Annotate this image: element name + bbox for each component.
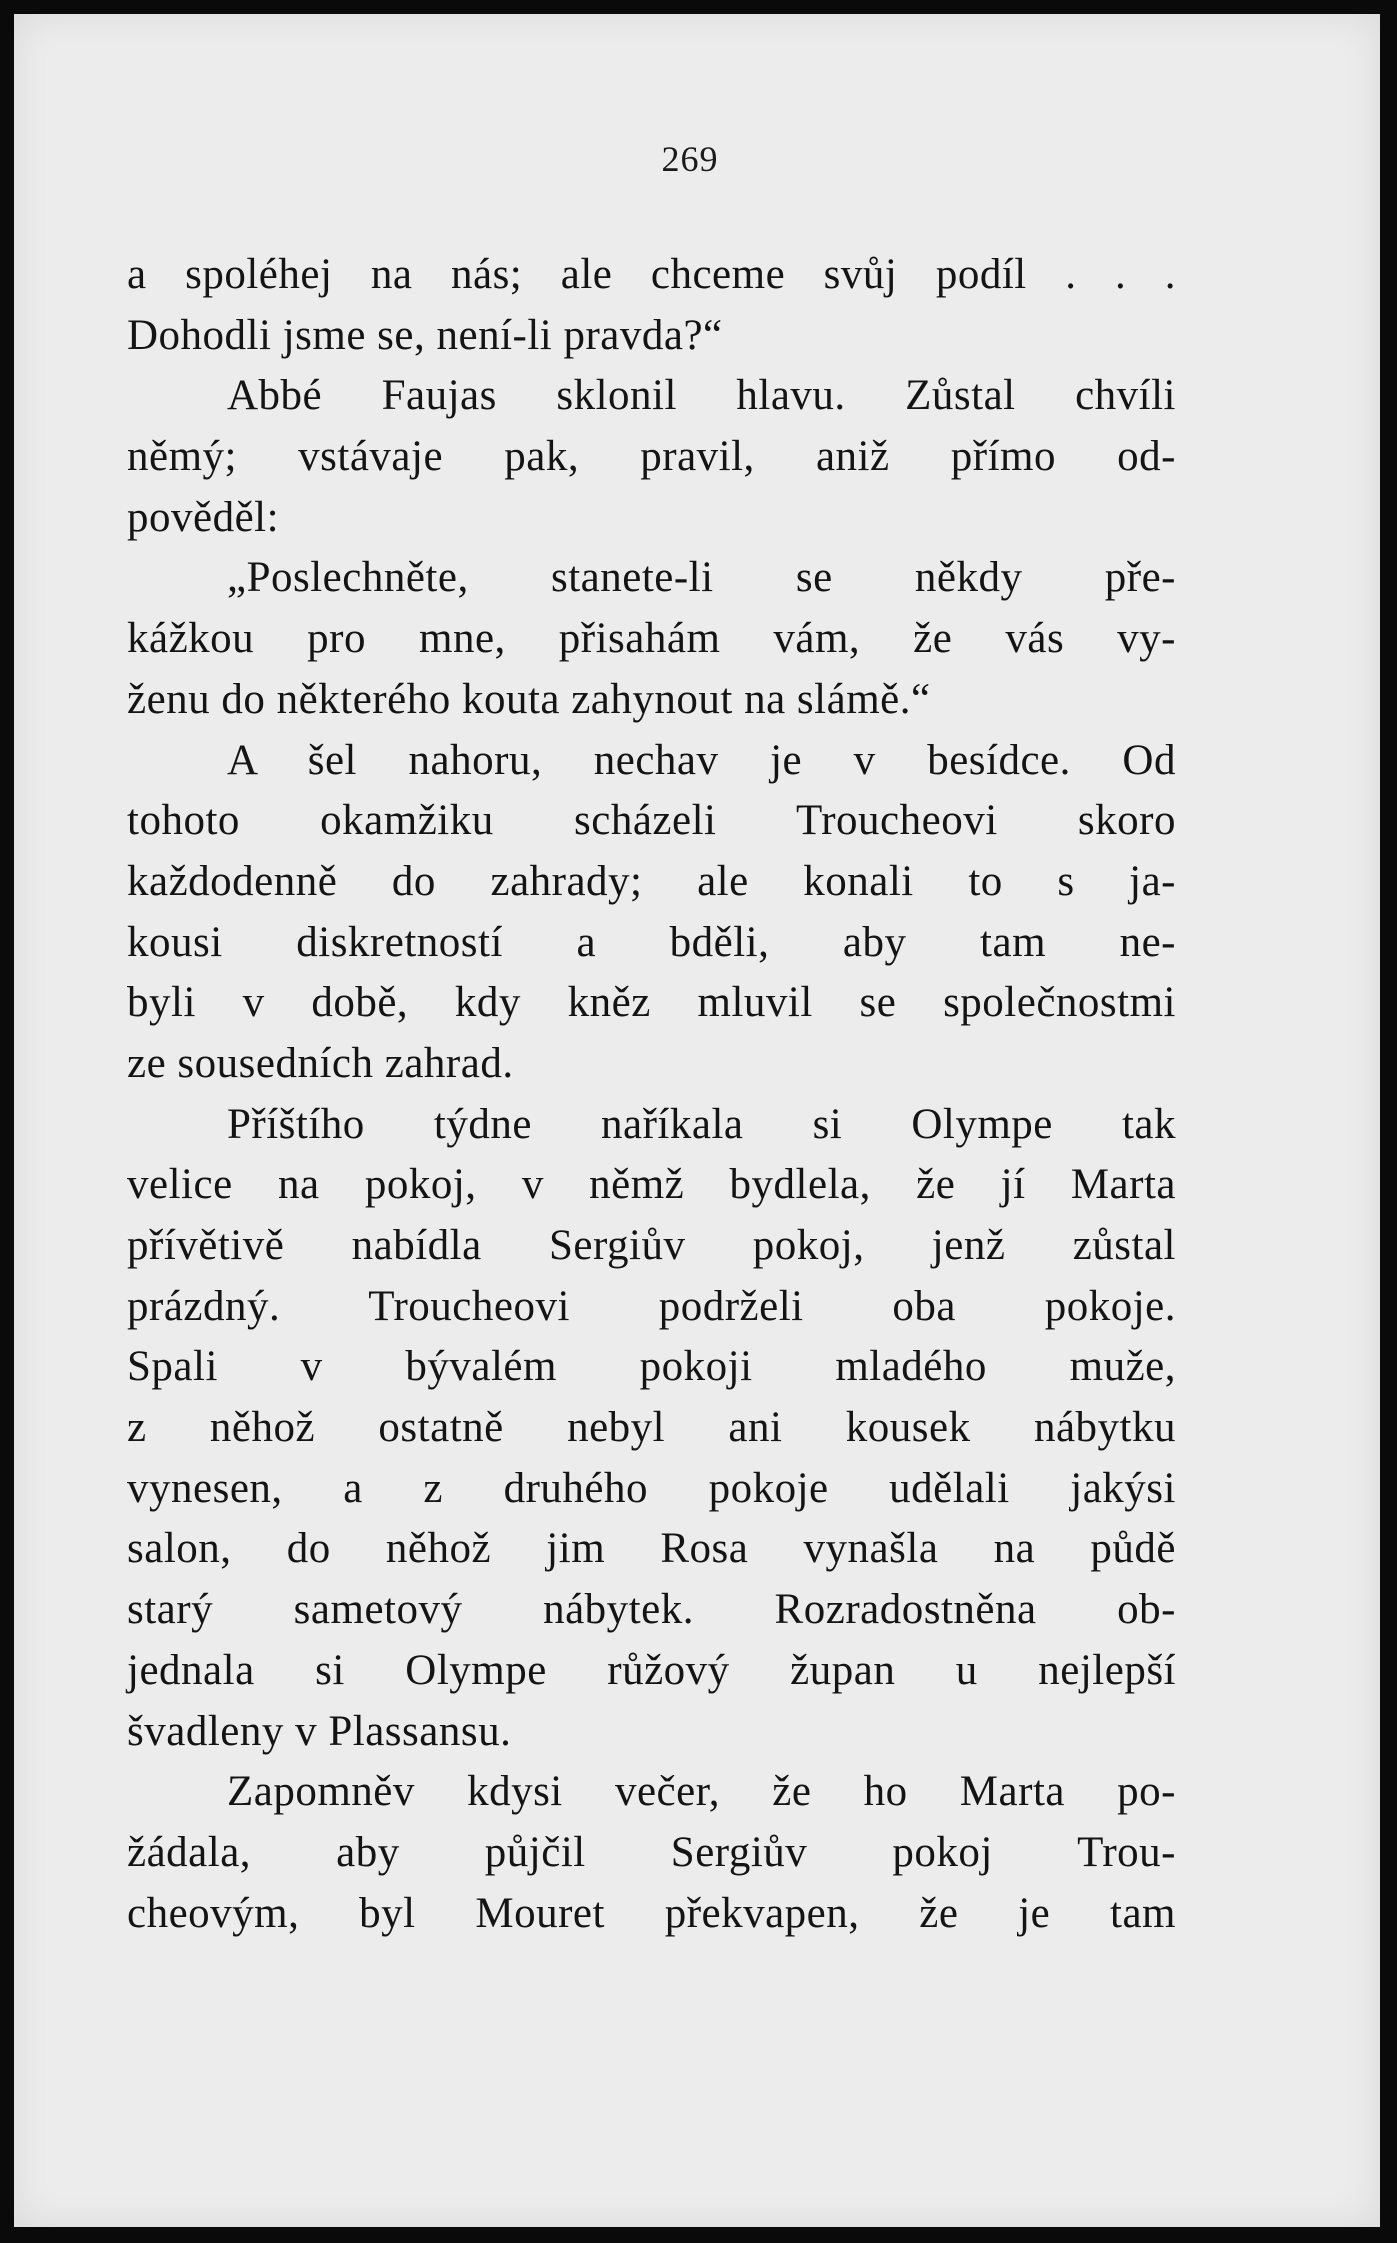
text-line: Spali v bývalém pokoji mladého muže, — [127, 1343, 1176, 1391]
text-line: A šel nahoru, nechav je v besídce. Od — [227, 736, 1176, 784]
text-line: přívětivě nabídla Sergiův pokoj, jenž zůstal — [127, 1222, 1176, 1269]
text-line: žádala, aby půjčil Sergiův pokoj Trou- — [127, 1828, 1176, 1876]
text-line: kousi diskretností a bděli, aby tam ne- — [127, 918, 1176, 966]
text-line: z něhož ostatně nebyl ani kousek nábytku — [127, 1404, 1176, 1452]
text-line: kážkou pro mne, přisahám vám, že vás vy- — [127, 615, 1176, 663]
text-line: každodenně do zahrady; ale konali to s ja- — [127, 857, 1176, 905]
text-line: pověděl: — [127, 493, 280, 541]
text-line: byli v době, kdy kněz mluvil se společnostmi — [127, 979, 1176, 1027]
text-line: ženu do některého kouta zahynout na slámě.“ — [127, 675, 931, 723]
text-line: Abbé Faujas sklonil hlavu. Zůstal chvíli — [227, 372, 1176, 420]
text-line: Dohodli jsme se, není-li pravda?“ — [127, 311, 723, 359]
body-text — [127, 245, 1176, 1944]
text-line: tohoto okamžiku scházeli Troucheovi skoro — [127, 797, 1176, 845]
text-line: němý; vstávaje pak, pravil, aniž přímo od- — [127, 433, 1176, 481]
text-line: salon, do něhož jim Rosa vynašla na půdě — [127, 1525, 1176, 1573]
text-line: Zapomněv kdysi večer, že ho Marta po- — [227, 1768, 1176, 1816]
page-number: 269 — [661, 139, 719, 179]
text-line: starý sametový nábytek. Rozradostněna ob- — [127, 1586, 1176, 1634]
text-line: vynesen, a z druhého pokoje udělali jakýsi — [127, 1464, 1176, 1512]
text-line: prázdný. Troucheovi podrželi oba pokoje. — [127, 1282, 1176, 1330]
text-line: a spoléhej na nás; ale chceme svůj podíl . . . — [127, 251, 1176, 298]
text-line: švadleny v Plassansu. — [127, 1707, 512, 1755]
text-line: Příštího týdne naříkala si Olympe tak — [227, 1100, 1176, 1148]
text-line: „Poslechněte, stanete-li se někdy pře- — [227, 554, 1176, 602]
text-line: velice na pokoj, v němž bydlela, že jí Marta — [127, 1161, 1176, 1209]
text-line: jednala si Olympe růžový župan u nejlepší — [127, 1646, 1176, 1694]
text-line: ze sousedních zahrad. — [127, 1039, 514, 1087]
text-line: cheovým, byl Mouret překvapen, že je tam — [127, 1889, 1176, 1937]
